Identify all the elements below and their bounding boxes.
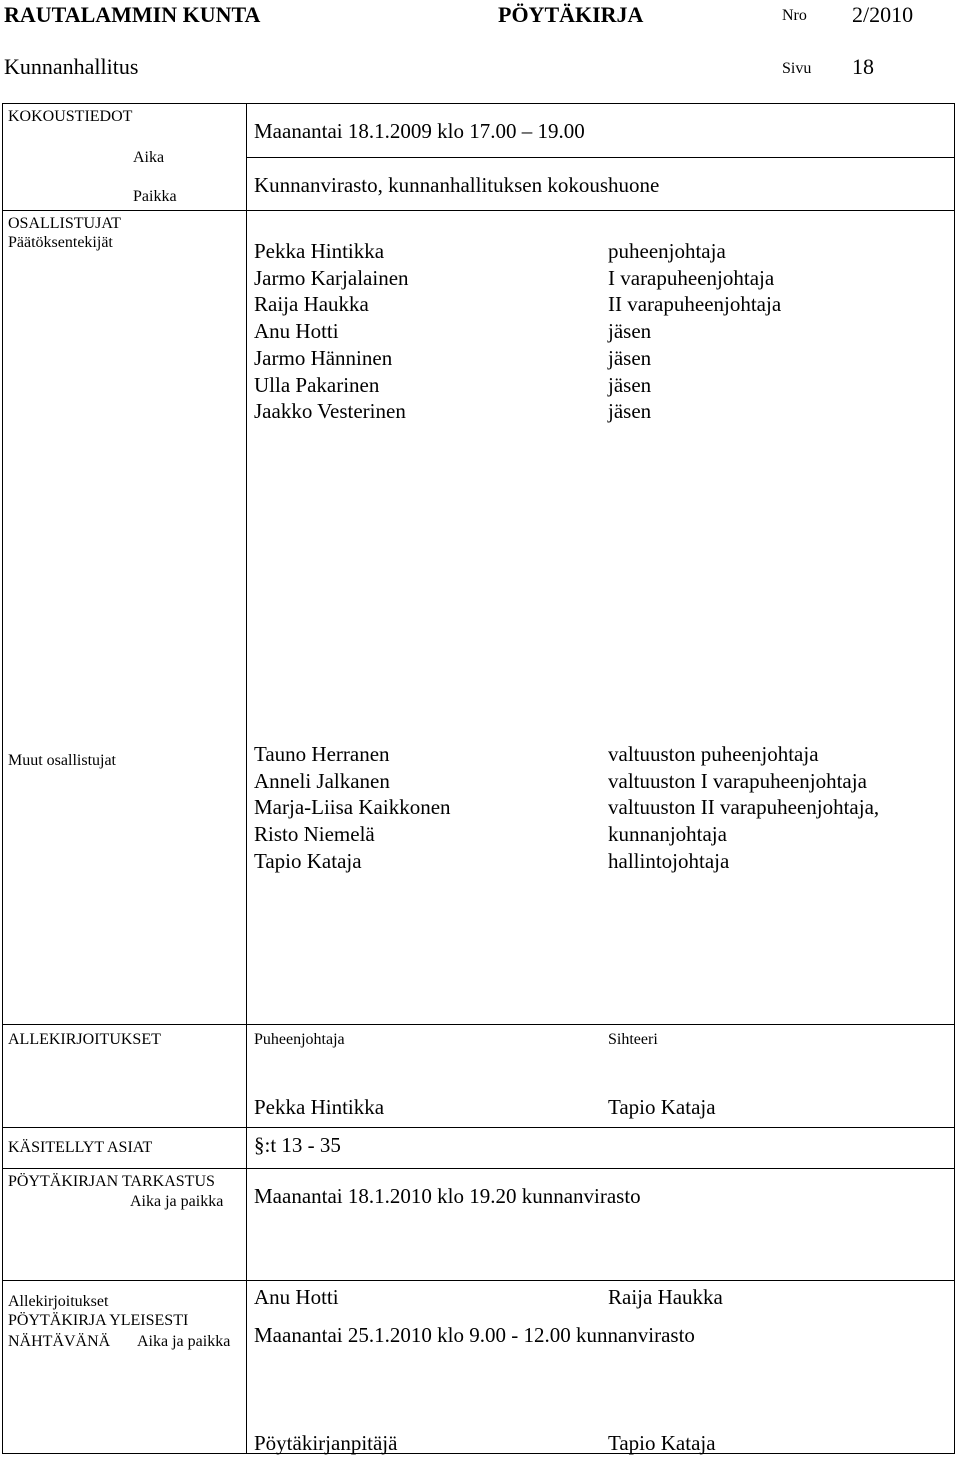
row-divider [2,1168,955,1169]
other-role: valtuuston puheenjohtaja [608,742,819,766]
row-divider [246,157,955,158]
member-name-list [254,238,409,425]
other-name: Tauno Herranen [254,742,390,766]
meeting-section-label: KOKOUSTIEDOT [8,108,133,125]
nro-value: 2/2010 [852,2,914,27]
member-role: jäsen [608,372,652,397]
member-name: Raija Haukka [254,292,369,317]
table-bottom-border [2,1453,955,1454]
other-name: Marja-Liisa Kaikkonen [254,795,451,820]
keeper-name: Tapio Kataja [608,1431,716,1455]
other-attendees-label: Muut osallistujat [8,752,116,769]
keeper-label: Pöytäkirjanpitäjä [254,1431,398,1455]
other-name: Risto Niemelä [254,822,375,847]
review-time-place-label: Aika ja paikka [130,1193,224,1210]
member-name: Jarmo Hänninen [254,345,393,370]
meeting-time: Maanantai 18.1.2009 klo 17.00 – 19.00 [254,119,585,143]
reviewer-name: Anu Hotti [254,1285,339,1309]
time-label: Aika [133,149,165,166]
other-role: valtuuston I varapuheenjohtaja [608,768,867,793]
display-label: PÖYTÄKIRJA YLEISESTI [8,1312,189,1329]
place-label: Paikka [133,188,177,205]
reviewer-name: Raija Haukka [608,1285,723,1309]
member-name: Jarmo Karjalainen [254,265,409,290]
table-top-border [2,103,955,104]
member-role: jäsen [608,319,652,344]
chair-name: Pekka Hintikka [254,1095,385,1119]
table-left-border [2,103,3,1454]
row-divider [2,1127,955,1128]
row-divider [2,1280,955,1281]
member-role: puheenjohtaja [608,239,726,263]
member-name: Anu Hotti [254,319,339,344]
review-label: PÖYTÄKIRJAN TARKASTUS [8,1173,215,1190]
member-role-list [608,238,781,425]
sivu-value: 18 [852,54,874,79]
items-label: KÄSITELLYT ASIAT [8,1139,153,1156]
body-name: Kunnanhallitus [4,54,139,79]
review-value: Maanantai 18.1.2010 klo 19.20 kunnanvirasto [254,1184,641,1208]
table-right-border [954,103,955,1454]
sivu-label: Sivu [782,60,812,77]
display-time-place-label: Aika ja paikka [137,1333,231,1350]
items-value: §:t 13 - 35 [254,1133,341,1157]
document-type: PÖYTÄKIRJA [498,2,644,27]
meeting-place: Kunnanvirasto, kunnanhallituksen kokoushuone [254,173,660,197]
nro-label: Nro [782,7,807,24]
column-divider [246,103,247,1454]
other-name-list [254,741,451,875]
member-name: Ulla Pakarinen [254,372,380,397]
secretary-label: Sihteeri [608,1031,658,1048]
other-name: Anneli Jalkanen [254,768,390,793]
participants-section-label: OSALLISTUJAT [8,215,121,232]
other-role: hallintojohtaja [608,848,730,873]
secretary-name: Tapio Kataja [608,1095,716,1119]
row-divider [2,210,955,211]
member-role: I varapuheenjohtaja [608,265,775,290]
other-role-list [608,741,879,875]
municipality-name: RAUTALAMMIN KUNTA [4,2,261,27]
display-label-2: NÄHTÄVÄNÄ [8,1333,111,1350]
member-role: jäsen [608,345,652,370]
signatures-section-label: ALLEKIRJOITUKSET [8,1031,161,1048]
member-role: II varapuheenjohtaja [608,292,782,317]
other-name: Tapio Kataja [254,848,362,873]
member-name: Pekka Hintikka [254,239,385,263]
other-role: kunnanjohtaja [608,822,727,847]
review-signatures-label: Allekirjoitukset [8,1293,109,1310]
decision-makers-label: Päätöksentekijät [8,234,113,251]
other-role: valtuuston II varapuheenjohtaja, [608,795,880,820]
display-value: Maanantai 25.1.2010 klo 9.00 - 12.00 kunnanvirasto [254,1323,695,1347]
member-name: Jaakko Vesterinen [254,399,406,424]
chair-label: Puheenjohtaja [254,1031,345,1048]
row-divider [2,1024,955,1025]
member-role: jäsen [608,399,652,424]
